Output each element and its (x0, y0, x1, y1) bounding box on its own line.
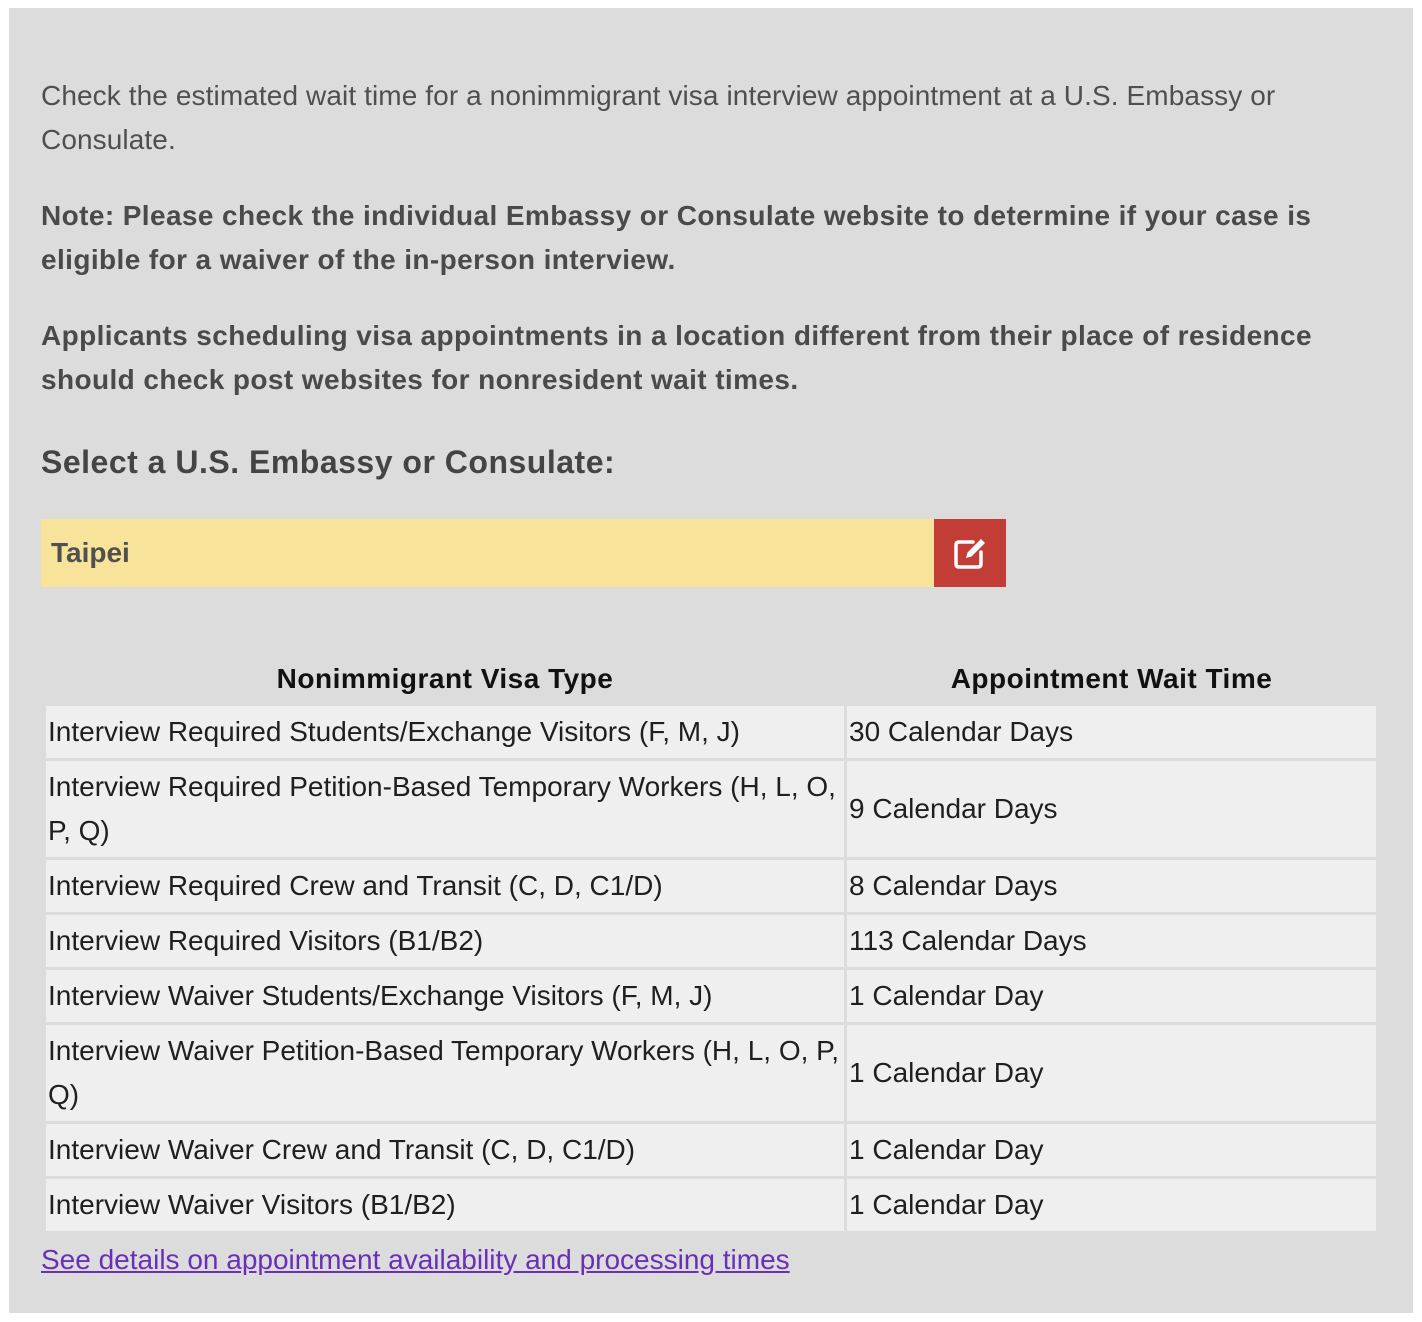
table-row (46, 1025, 1376, 1121)
table-row (46, 1179, 1376, 1231)
table-row (46, 970, 1376, 1022)
note-nonresident: Applicants scheduling visa appointments in a location different from their place of residence should check post websites for nonresident wait times. (41, 320, 1312, 395)
header-visa-type: Nonimmigrant Visa Type (276, 663, 614, 694)
wait-time-cell: 113 Calendar Days (847, 915, 1376, 967)
select-embassy-heading: Select a U.S. Embassy or Consulate: (41, 444, 616, 480)
visa-type-cell: Interview Waiver Petition-Based Temporary Workers (H, L, O, P, Q) (46, 1025, 844, 1121)
note-waiver: Note: Please check the individual Embassy or Consulate website to determine if your case is eligible for a waiver of the in-person interview. (41, 200, 1312, 275)
table-row (46, 706, 1376, 758)
wait-time-table (43, 656, 1379, 1234)
visa-type-cell: Interview Required Crew and Transit (C, D, C1/D) (46, 860, 844, 912)
visa-type-cell: Interview Required Students/Exchange Visitors (F, M, J) (46, 706, 844, 758)
visa-type-cell: Interview Waiver Visitors (B1/B2) (46, 1179, 844, 1231)
edit-icon (951, 534, 989, 572)
visa-type-cell: Interview Waiver Crew and Transit (C, D, C1/D) (46, 1124, 844, 1176)
wait-time-cell: 8 Calendar Days (847, 860, 1376, 912)
embassy-selected-value[interactable] (41, 519, 934, 587)
details-link[interactable]: See details on appointment availability and processing times (41, 1244, 790, 1275)
wait-time-cell: 1 Calendar Day (847, 1025, 1376, 1121)
header-wait-time: Appointment Wait Time (950, 663, 1273, 694)
table-row (46, 1124, 1376, 1176)
wait-time-panel (9, 8, 1413, 1313)
visa-type-cell: Interview Waiver Students/Exchange Visitors (F, M, J) (46, 970, 844, 1022)
wait-time-cell: 1 Calendar Day (847, 1179, 1376, 1231)
wait-time-cell: 1 Calendar Day (847, 970, 1376, 1022)
embassy-selector[interactable] (41, 519, 1006, 587)
visa-type-cell: Interview Required Visitors (B1/B2) (46, 915, 844, 967)
embassy-selected-label: Taipei (51, 537, 130, 568)
table-row (46, 761, 1376, 857)
edit-embassy-button[interactable] (934, 519, 1006, 587)
wait-time-cell: 9 Calendar Days (847, 761, 1376, 857)
table-header-row (46, 659, 1376, 703)
table-row (46, 860, 1376, 912)
wait-time-cell: 30 Calendar Days (847, 706, 1376, 758)
wait-time-cell: 1 Calendar Day (847, 1124, 1376, 1176)
table-row (46, 915, 1376, 967)
visa-type-cell: Interview Required Petition-Based Temporary Workers (H, L, O, P, Q) (46, 761, 844, 857)
intro-text: Check the estimated wait time for a nonimmigrant visa interview appointment at a U.S. Embassy or Consulate. (41, 80, 1276, 155)
